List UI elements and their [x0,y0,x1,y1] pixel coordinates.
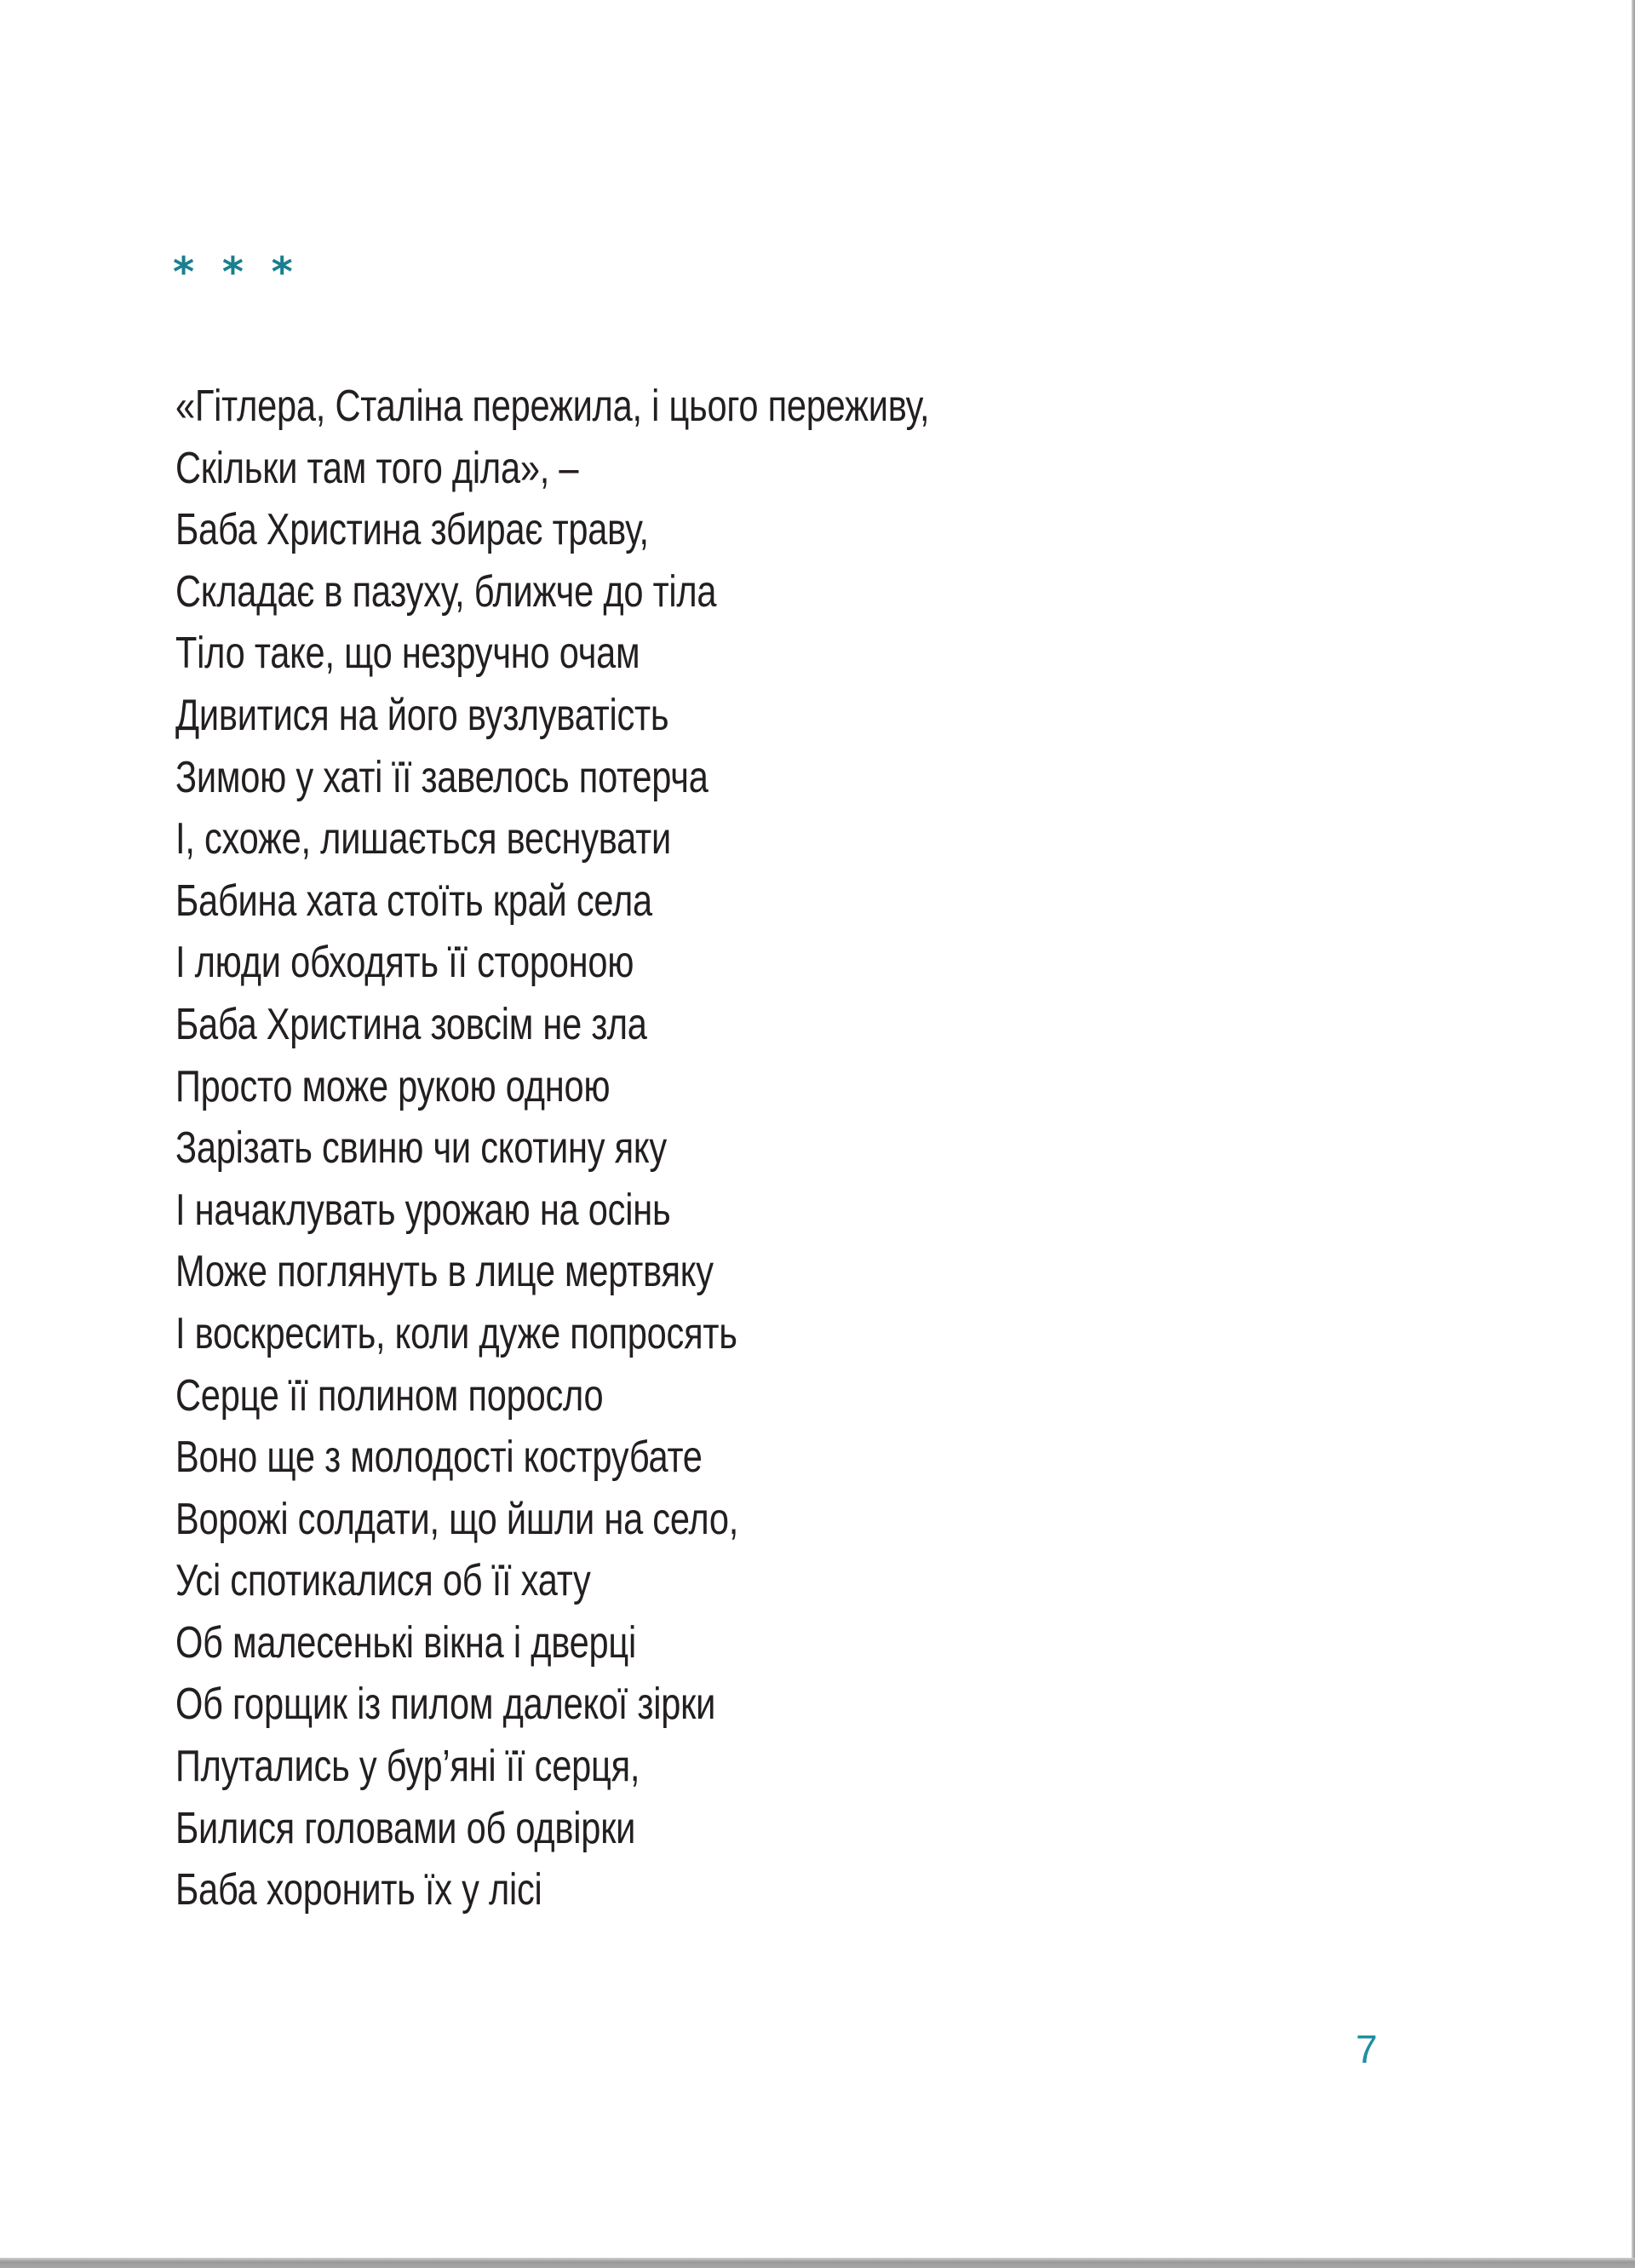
poem-line: Зарізать свиню чи скотину яку [175,1123,667,1174]
poem-line: Серце її полином поросло [175,1370,604,1421]
poem-line: І, схоже, лишається веснувати [175,814,671,864]
poem-line: «Гітлера, Сталіна пережила, і цього переживу, [175,382,930,431]
poem-line: Скільки там того діла», – [175,443,579,493]
poem-line: Билися головами об одвірки [175,1803,636,1853]
poem-text [175,376,1118,1921]
poem-line: Баба хоронить їх у лісі [175,1865,542,1915]
poem-line: Об горщик із пилом далекої зірки [175,1679,716,1730]
poem-line: І люди обходять її стороною [175,938,634,988]
section-separator-asterisks: * * * [173,249,300,296]
poem-line: І начаклувать урожаю на осінь [175,1185,671,1235]
page-shadow-bottom [0,2258,1635,2268]
poem-line: Бабина хата стоїть край села [175,876,652,926]
poem-line: І воскресить, коли дуже попросять [175,1308,737,1358]
poem-line: Ворожі солдати, що йшли на село, [175,1494,739,1544]
poem-line: Тіло таке, що незручно очам [175,629,640,679]
poem-line: Може поглянуть в лице мертвяку [175,1247,714,1297]
poem-line: Воно ще з молодості кострубате [175,1433,703,1483]
poem-line: Усі спотикалися об її хату [175,1556,591,1606]
poem-line: Складає в пазуху, ближче до тіла [175,566,717,617]
page-shadow-right [1632,0,1635,2268]
page-number: 7 [1356,2027,1378,2071]
poem-line: Просто може рукою одною [175,1061,611,1111]
poem-line: Зимою у хаті її завелось потерча [175,752,708,802]
poem-line: Плутались у бур’яні її серця, [175,1742,640,1792]
poem-line: Дивитися на його вузлуватість [175,690,669,740]
poem-line: Об малесенькі вікна і дверці [175,1617,637,1668]
poem-line: Баба Христина зовсім не зла [175,999,647,1049]
poem-line: Баба Христина збирає траву, [175,505,649,555]
